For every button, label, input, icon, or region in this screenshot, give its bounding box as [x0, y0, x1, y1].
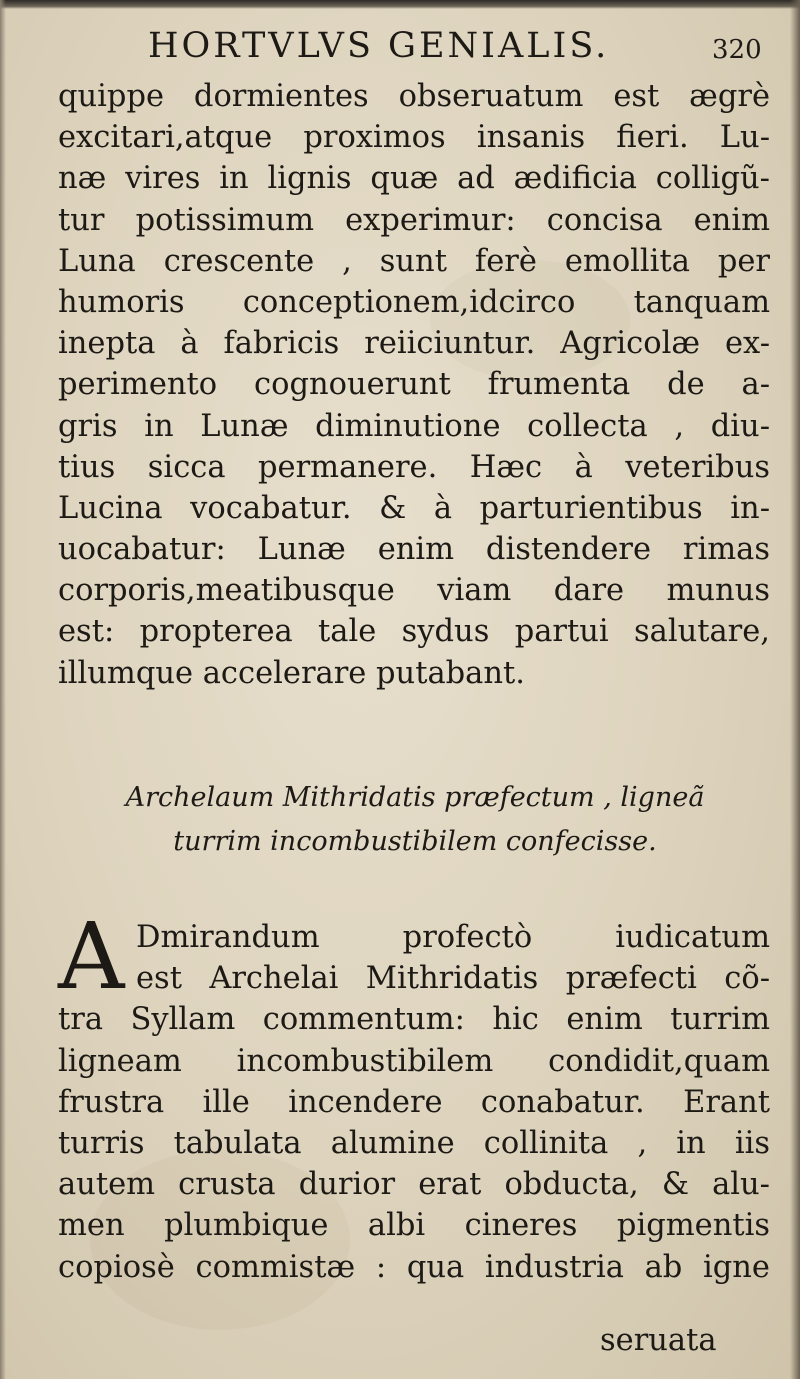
text-line: inepta à fabricis reiiciuntur. Agricolæ ex-: [58, 326, 770, 362]
text-line: corporis,meatibusque viam dare munus: [58, 573, 770, 609]
drop-cap: A: [58, 903, 125, 1010]
heading-line: Archelaum Mithridatis præfectum , ligneã: [125, 782, 705, 813]
section-heading: [60, 776, 770, 864]
running-head: HORTVLVS GENIALIS.: [148, 26, 610, 66]
text-line: illumque accelerare putabant.: [58, 655, 525, 691]
text-line: uocabatur: Lunæ enim distendere rimas: [58, 532, 770, 568]
text-line: Lucina vocabatur. & à parturientibus in-: [58, 490, 770, 526]
text-line: copiosè commistæ : qua industria ab igne: [58, 1249, 770, 1285]
text-line: Luna crescente , sunt ferè emollita per: [58, 243, 770, 279]
text-line: autem crusta durior erat obducta, & alu-: [58, 1167, 770, 1203]
text-line: est: propterea tale sydus partui salutare,: [58, 614, 770, 650]
text-line: excitari,atque proximos insanis fieri. Lu-: [58, 120, 770, 156]
text-line: tius sicca permanere. Hæc à veteribus: [58, 449, 770, 485]
text-line: humoris conceptionem,idcirco tanquam: [58, 284, 770, 320]
text-line: tur potissimum experimur: concisa enim: [58, 202, 770, 238]
text-line: men plumbique albi cineres pigmentis: [58, 1208, 770, 1244]
page-number: 320: [712, 35, 762, 65]
catchword: seruata: [600, 1323, 717, 1358]
text-line: ligneam incombustibilem condidit,quam: [58, 1043, 770, 1079]
text-line: tra Syllam commentum: hic enim turrim: [58, 1002, 770, 1038]
text-line: turris tabulata alumine collinita , in iis: [58, 1125, 770, 1161]
text-line: est Archelai Mithridatis præfecti cõ-: [136, 961, 770, 997]
text-line: quippe dormientes obseruatum est ægrè: [58, 79, 770, 114]
page-top-edge: [0, 0, 800, 9]
page-left-edge: [0, 0, 6, 1379]
text-line: frustra ille incendere conabatur. Erant: [58, 1084, 770, 1120]
text-line: Dmirandum profectò iudicatum: [136, 920, 770, 955]
paragraph-archelaus-tower: [58, 917, 770, 1288]
text-line: perimento cognouerunt frumenta de a-: [58, 367, 770, 403]
heading-line: turrim incombustibilem confecisse.: [173, 826, 657, 857]
page-right-edge: [790, 0, 800, 1379]
page-header: [0, 22, 800, 72]
text-line: næ vires in lignis quæ ad ædificia colligũ-: [58, 161, 770, 197]
text-line: gris in Lunæ diminutione collecta , diu-: [58, 408, 770, 444]
paragraph-lunar-influence: [58, 76, 770, 694]
